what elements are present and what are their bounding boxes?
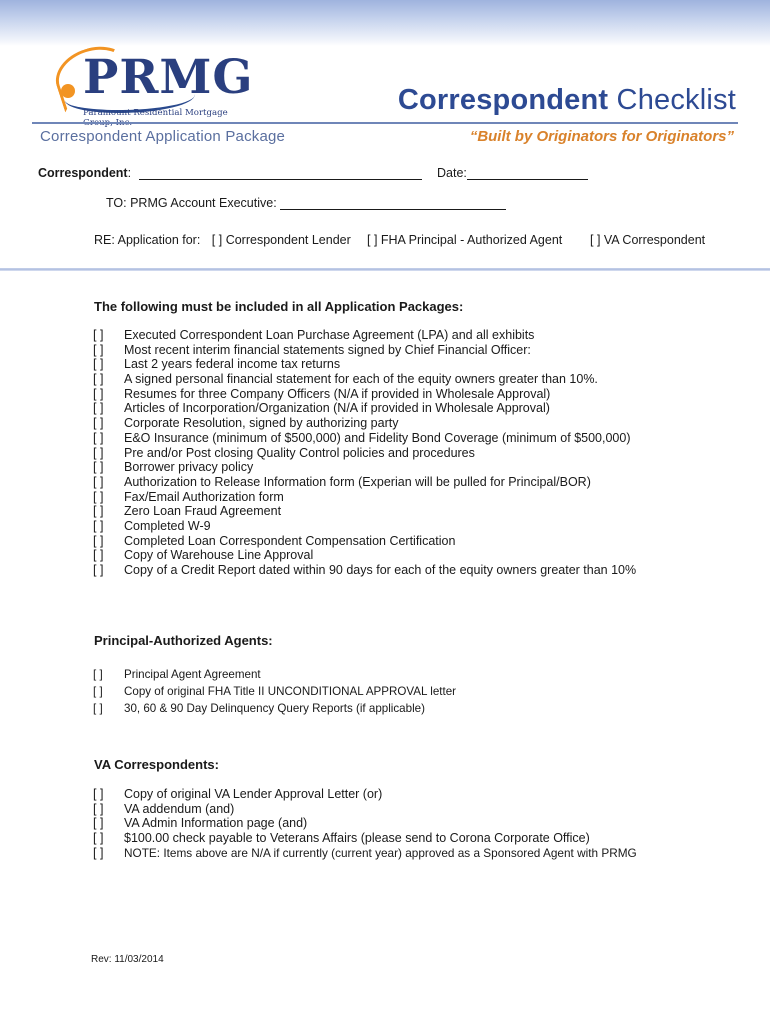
option-correspondent-lender[interactable]: [ ] Correspondent Lender: [211, 233, 351, 247]
correspondent-row: [38, 166, 422, 180]
checkbox[interactable]: [ ]: [93, 668, 103, 681]
checkbox[interactable]: [ ]: [93, 787, 104, 801]
logo-subtext: Paramount Residential Mortgage: [83, 108, 228, 118]
checkbox[interactable]: [ ]: [93, 460, 104, 475]
page-title: [398, 84, 736, 117]
header-rule: [32, 122, 738, 124]
correspondent-label: Correspondent: [38, 166, 128, 180]
section-divider: [0, 268, 770, 271]
checkbox[interactable]: [ ]: [93, 702, 103, 715]
checkbox[interactable]: [ ]: [93, 548, 104, 563]
checkbox[interactable]: [ ]: [93, 831, 104, 846]
logo-text: PRMG: [83, 50, 254, 105]
checkbox[interactable]: [ ]: [93, 518, 104, 533]
checkbox[interactable]: [ ]: [93, 416, 104, 431]
principal-agents-heading: Principal-Authorized Agents:: [94, 633, 273, 648]
option-va-correspondent[interactable]: [ ] VA Correspondent: [590, 233, 706, 247]
date-field[interactable]: [467, 166, 588, 180]
va-correspondents-heading: VA Correspondents:: [94, 757, 219, 772]
prmg-logo: [55, 44, 255, 124]
header-gradient-band: [0, 0, 770, 46]
correspondent-field[interactable]: [139, 166, 422, 180]
title-rest: Checklist: [608, 84, 736, 116]
application-for-label: RE: Application for:: [94, 233, 201, 247]
checkbox[interactable]: [ ]: [93, 489, 104, 504]
application-for-row: [94, 233, 351, 247]
checkbox[interactable]: [ ]: [93, 685, 103, 698]
checkbox[interactable]: [ ]: [93, 328, 104, 342]
option-fha-principal[interactable]: [ ] FHA Principal - Authorized Agent: [367, 233, 563, 247]
date-row: [437, 166, 588, 180]
checkbox[interactable]: [ ]: [93, 386, 104, 401]
account-executive-field[interactable]: [280, 196, 506, 210]
checkbox[interactable]: [ ]: [93, 445, 104, 460]
checkbox[interactable]: [ ]: [93, 372, 104, 387]
all-packages-heading: The following must be included in all Application Packages:: [94, 299, 464, 314]
checkbox[interactable]: [ ]: [93, 342, 104, 357]
account-executive-row: [106, 196, 506, 210]
checkbox[interactable]: [ ]: [93, 474, 104, 489]
checkbox[interactable]: [ ]: [93, 533, 104, 548]
checkbox[interactable]: [ ]: [93, 401, 104, 416]
tagline: “Built by Originators for Originators”: [469, 128, 734, 145]
checkbox[interactable]: [ ]: [93, 563, 104, 577]
checkbox[interactable]: [ ]: [93, 801, 104, 816]
checkbox[interactable]: [ ]: [93, 845, 104, 860]
title-bold: Correspondent: [397, 84, 609, 116]
package-label: Correspondent Application Package: [40, 128, 286, 145]
revision-footer: Rev: 11/03/2014: [91, 954, 164, 965]
account-executive-label: TO: PRMG Account Executive:: [106, 196, 277, 210]
checkbox[interactable]: [ ]: [93, 430, 104, 445]
checkbox[interactable]: [ ]: [93, 357, 104, 372]
checkbox[interactable]: [ ]: [93, 504, 104, 519]
date-label: Date:: [437, 166, 467, 180]
checkbox[interactable]: [ ]: [93, 816, 104, 831]
correspondent-colon: :: [127, 166, 132, 180]
